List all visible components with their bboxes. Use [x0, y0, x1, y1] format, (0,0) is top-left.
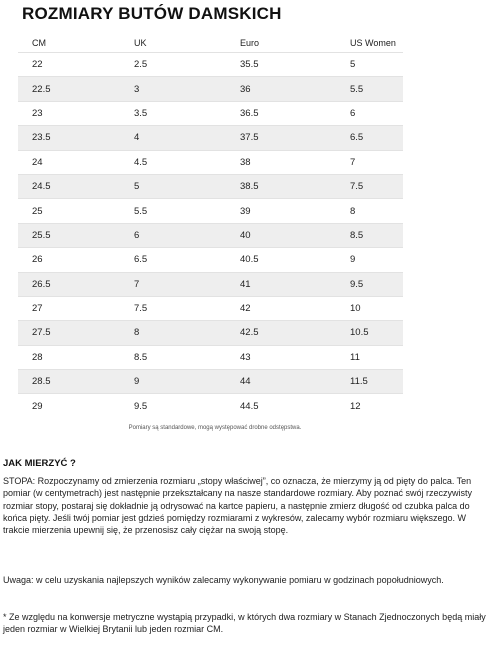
cell-us-women: 11: [350, 351, 360, 363]
section-heading: JAK MIERZYĆ ?: [3, 458, 76, 469]
cell-us-women: 11.5: [350, 376, 368, 388]
cell-euro: 36: [240, 83, 251, 95]
footnote-paragraph: * Ze względu na konwersje metryczne wystąpią przypadki, w których dwa rozmiary w Stanach Zjednoczonych będą miały jeden rozmiar w Wielkiej Brytanii lub jeden rozmiar CM.: [3, 612, 486, 635]
cell-us-women: 10.5: [350, 327, 369, 339]
table-row: [18, 394, 403, 418]
cell-uk: 9.5: [134, 400, 148, 412]
cell-euro: 44.5: [240, 400, 259, 412]
cell-us-women: 7: [350, 156, 356, 168]
cell-us-women: 8: [350, 205, 356, 217]
table-row: [18, 199, 403, 223]
header-uk: UK: [134, 38, 147, 48]
header-cm: CM: [32, 38, 46, 48]
header-euro: Euro: [240, 38, 260, 48]
cell-uk: 7.5: [134, 303, 148, 315]
cell-cm: 23: [32, 107, 43, 119]
cell-cm: 28: [32, 351, 43, 363]
cell-euro: 37.5: [240, 132, 259, 144]
cell-uk: 6: [134, 229, 140, 241]
table-row: [18, 77, 403, 101]
table-row: [18, 248, 403, 272]
measuring-paragraph: STOPA: Rozpoczynamy od zmierzenia rozmiaru „stopy właściwej”, co oznacza, że mierzymy ją od pięty do palca. Ten pomiar (w centymetrach) jest następnie przekształcany na nasze standardowe rozmiary. Aby poznać swój rzeczywisty rozmiar stopy, postaraj się dokładnie ją odrysować na kartce papieru, a następnie zmierz długość od czubka palca do końca pięty. Jeśli twój pomiar jest gdzieś pomiędzy rozmiarami z wykresów, zalecamy wybór rozmiaru większego. W trakcie mierzenia upewnij się, że przenosisz cały ciężar na swoją stopę.: [3, 476, 473, 536]
cell-euro: 40.5: [240, 254, 259, 266]
cell-cm: 22: [32, 59, 43, 71]
cell-cm: 26: [32, 254, 43, 266]
cell-us-women: 7.5: [350, 181, 364, 193]
table-row: [18, 223, 403, 247]
cell-us-women: 12: [350, 400, 361, 412]
cell-cm: 23.5: [32, 132, 51, 144]
cell-euro: 40: [240, 229, 251, 241]
table-row: [18, 296, 403, 320]
cell-us-women: 6: [350, 107, 356, 119]
cell-euro: 38.5: [240, 181, 259, 193]
cell-euro: 42: [240, 303, 251, 315]
header-us-women: US Women: [350, 38, 396, 48]
cell-us-women: 5: [350, 59, 356, 71]
cell-uk: 4: [134, 132, 140, 144]
cell-us-women: 9: [350, 254, 356, 266]
cell-uk: 6.5: [134, 254, 148, 266]
cell-euro: 38: [240, 156, 251, 168]
cell-cm: 27: [32, 303, 43, 315]
cell-cm: 24.5: [32, 181, 51, 193]
cell-euro: 43: [240, 351, 251, 363]
table-row: [18, 321, 403, 345]
cell-cm: 26.5: [32, 278, 51, 290]
table-row: [18, 370, 403, 394]
table-row: [18, 150, 403, 174]
cell-us-women: 8.5: [350, 229, 364, 241]
cell-euro: 35.5: [240, 59, 259, 71]
cell-uk: 8.5: [134, 351, 148, 363]
table-header-row: [18, 34, 403, 53]
table-row: [18, 53, 403, 77]
table-body: [18, 53, 403, 418]
cell-uk: 7: [134, 278, 140, 290]
cell-cm: 27.5: [32, 327, 51, 339]
cell-cm: 25: [32, 205, 43, 217]
table-row: [18, 345, 403, 369]
cell-cm: 29: [32, 400, 43, 412]
cell-uk: 3.5: [134, 107, 148, 119]
cell-euro: 41: [240, 278, 251, 290]
cell-uk: 5.5: [134, 205, 148, 217]
cell-euro: 39: [240, 205, 251, 217]
cell-uk: 3: [134, 83, 140, 95]
cell-uk: 2.5: [134, 59, 148, 71]
cell-us-women: 9.5: [350, 278, 364, 290]
note-paragraph: Uwaga: w celu uzyskania najlepszych wyników zalecamy wykonywanie pomiaru w godzinach popołudniowych.: [3, 575, 444, 585]
cell-uk: 9: [134, 376, 140, 388]
cell-euro: 42.5: [240, 327, 259, 339]
table-row: [18, 101, 403, 125]
cell-us-women: 6.5: [350, 132, 364, 144]
cell-euro: 36.5: [240, 107, 259, 119]
cell-euro: 44: [240, 376, 251, 388]
cell-cm: 22.5: [32, 83, 51, 95]
cell-us-women: 10: [350, 303, 361, 315]
table-row: [18, 126, 403, 150]
table-row: [18, 174, 403, 198]
cell-uk: 5: [134, 181, 140, 193]
table-row: [18, 272, 403, 296]
cell-us-women: 5.5: [350, 83, 364, 95]
cell-cm: 25.5: [32, 229, 51, 241]
page-title: ROZMIARY BUTÓW DAMSKICH: [22, 4, 282, 23]
cell-uk: 4.5: [134, 156, 148, 168]
cell-cm: 24: [32, 156, 43, 168]
size-chart-table: [18, 34, 403, 418]
cell-cm: 28.5: [32, 376, 51, 388]
cell-uk: 8: [134, 327, 140, 339]
table-note: Pomiary są standardowe, mogą występować drobne odstępstwa.: [128, 425, 302, 431]
